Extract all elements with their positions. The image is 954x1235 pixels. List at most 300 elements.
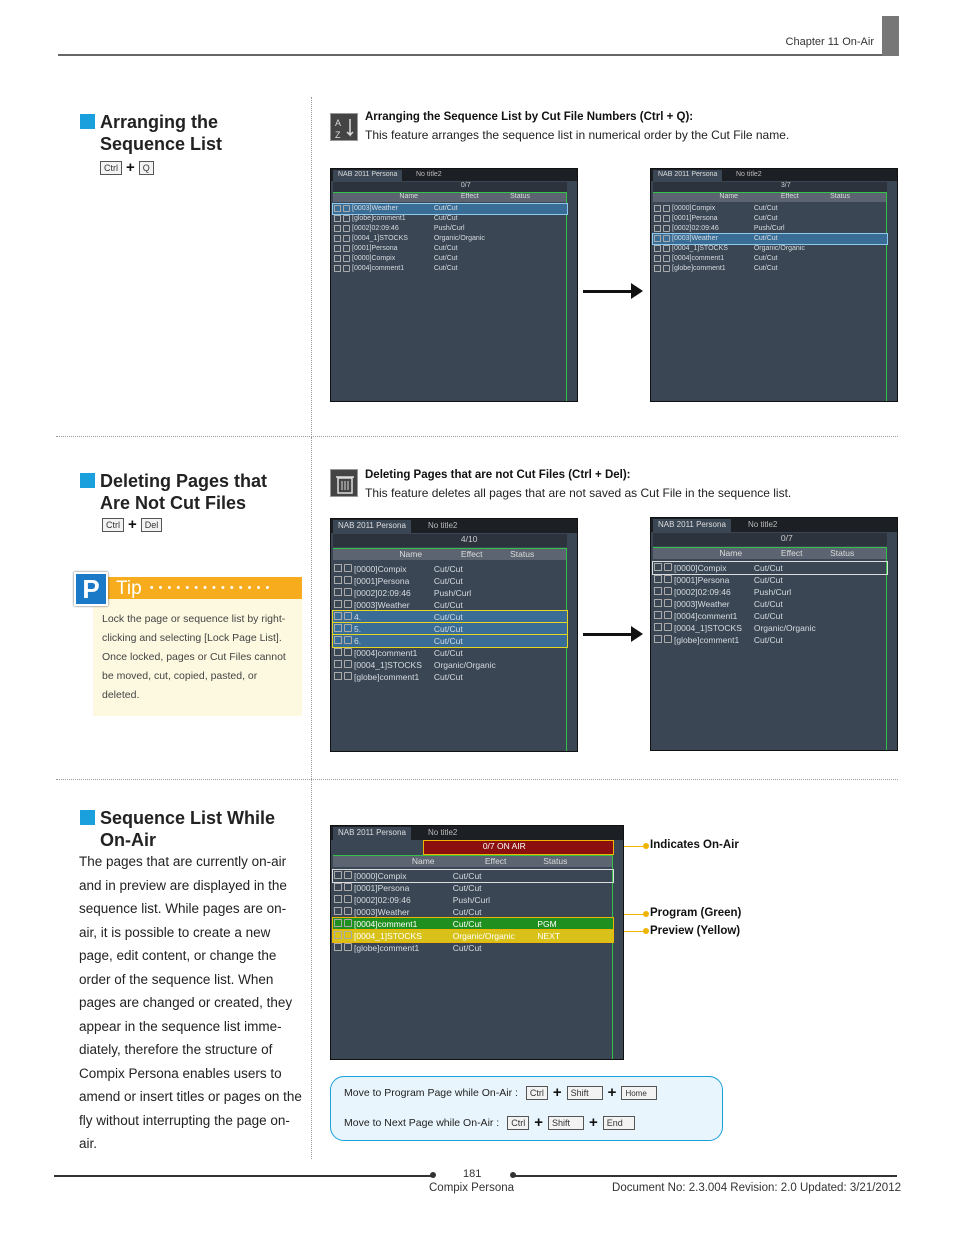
green-guide — [333, 548, 567, 549]
key-end: End — [603, 1116, 635, 1130]
row-name: [0004_1]STOCKS — [672, 245, 728, 252]
row-effect: Cut/Cut — [433, 624, 463, 634]
svg-text:Z: Z — [335, 130, 341, 140]
key-ctrl: Ctrl — [526, 1086, 548, 1100]
key-shift: Shift — [548, 1116, 584, 1130]
sequence-row — [653, 586, 887, 598]
page-type-icon — [334, 648, 342, 656]
column-divider — [311, 779, 312, 1159]
row-effect: Cut/Cut — [753, 635, 783, 645]
onair-description: The pages that are currently on-air and in preview are displayed in the sequence list. While pages are on-air, it is possible to create a new page, edit content, or change the order of the sequence list. When pages are changed or created, they appear in the sequence list imme-diately, therefore the structure of Compix Persona enables users to amend or insert titles or pages on the fly without interrupting the page on-air. — [79, 854, 302, 1151]
page-count: 4/10 — [460, 534, 478, 544]
cut-number-icon — [663, 235, 670, 242]
row-name: 5. — [354, 624, 362, 634]
page-type-icon — [334, 943, 342, 951]
feature-desc-delete: This feature deletes all pages that are not saved as Cut File in the sequence list. — [365, 486, 792, 500]
footer-dot — [430, 1172, 436, 1178]
page-type-icon — [654, 225, 661, 232]
cut-number-icon — [663, 205, 670, 212]
row-effect: Cut/Cut — [753, 215, 778, 222]
col-name: Name — [399, 549, 423, 559]
green-guide — [653, 192, 887, 193]
row-name: 4. — [354, 612, 362, 622]
page-count: 0/7 ON AIR — [482, 841, 526, 851]
sequence-rows — [333, 870, 613, 954]
cut-number-icon — [664, 575, 672, 583]
cut-number-icon — [343, 235, 350, 242]
feature-desc-arrange: This feature arranges the sequence list in numerical order by the Cut File name. — [365, 128, 790, 142]
footer-rule-right — [514, 1175, 897, 1177]
cut-number-icon — [344, 612, 352, 620]
cut-number-icon — [664, 611, 672, 619]
page-type-icon — [654, 587, 662, 595]
section-marker-icon — [80, 114, 95, 129]
page-type-icon — [334, 255, 341, 262]
col-effect: Effect — [484, 856, 507, 866]
sequence-row — [333, 254, 567, 264]
row-name: [0004]comment1 — [354, 919, 418, 929]
page-number: 181 — [463, 1168, 482, 1180]
row-status: PGM — [537, 919, 557, 929]
key-ctrl: Ctrl — [102, 518, 124, 532]
section-title-arranging: Arranging the Sequence List — [80, 111, 300, 155]
sequence-row — [333, 647, 567, 659]
tip-header: Tip • • • • • • • • • • • • • • — [108, 577, 302, 599]
green-guide — [333, 192, 567, 193]
svg-text:A: A — [335, 118, 342, 128]
green-guide — [333, 855, 613, 856]
cut-number-icon — [344, 588, 352, 596]
cut-number-icon — [344, 943, 352, 951]
page-type-icon — [654, 611, 662, 619]
page-type-icon — [334, 624, 342, 632]
delete-pages-icon — [330, 469, 358, 497]
header-tab-bar — [882, 16, 899, 56]
sequence-row — [333, 224, 567, 234]
page-type-icon — [334, 265, 341, 272]
sequence-row — [333, 244, 567, 254]
column-divider — [311, 437, 312, 779]
row-name: [0003]Weather — [674, 599, 730, 609]
row-name: [0001]Persona — [674, 575, 730, 585]
tab-bar — [651, 169, 897, 181]
page-type-icon — [334, 883, 342, 891]
persona-logo-icon: P — [74, 572, 108, 606]
document-number: Document No: 2.3.004 Revision: 2.0 Updated: 3/21/2012 — [612, 1182, 901, 1194]
cut-number-icon — [664, 563, 672, 571]
sequence-row — [653, 610, 887, 622]
sequence-row — [333, 635, 567, 647]
page-type-icon — [334, 245, 341, 252]
sequence-toolbar — [653, 182, 887, 192]
page-type-icon — [654, 215, 661, 222]
key-shift: Shift — [567, 1086, 603, 1100]
row-effect: Cut/Cut — [433, 245, 458, 252]
row-effect: Cut/Cut — [753, 611, 783, 621]
col-name: Name — [411, 856, 435, 866]
page-type-icon — [334, 576, 342, 584]
row-effect: Cut/Cut — [433, 564, 463, 574]
key-q: Q — [139, 161, 154, 175]
tab-bar — [331, 169, 577, 181]
sequence-row — [653, 574, 887, 586]
row-name: [0004_1]STOCKS — [354, 660, 422, 670]
sequence-row — [333, 264, 567, 274]
sequence-list-onair — [330, 825, 624, 1060]
callout-dot — [643, 843, 649, 849]
sequence-row — [653, 224, 887, 234]
sequence-list-after-delete — [650, 517, 898, 751]
sequence-row — [333, 234, 567, 244]
callout-dot — [643, 928, 649, 934]
row-name: [0004_1]STOCKS — [354, 931, 422, 941]
page-type-icon — [334, 895, 342, 903]
feature-title-arrange: Arranging the Sequence List by Cut File Numbers (Ctrl + Q): — [365, 111, 694, 123]
row-name: [0004]comment1 — [672, 255, 725, 262]
sequence-row — [333, 204, 567, 214]
arrow-right-icon — [583, 633, 633, 636]
row-effect: Organic/Organic — [433, 660, 496, 670]
sequence-row — [333, 623, 567, 635]
sequence-row — [653, 254, 887, 264]
key-del: Del — [141, 518, 163, 532]
page-count: 0/7 — [780, 533, 793, 543]
sequence-row — [333, 563, 567, 575]
page-type-icon — [334, 672, 342, 680]
page-type-icon — [334, 612, 342, 620]
sequence-toolbar — [424, 841, 613, 854]
row-effect: Push/Curl — [433, 225, 465, 232]
cut-number-icon — [664, 599, 672, 607]
section-marker-icon — [80, 810, 95, 825]
cut-number-icon — [663, 245, 670, 252]
sequence-list-after-sort — [650, 168, 898, 402]
tab-no-title2: No title2 — [428, 828, 458, 837]
page-type-icon — [654, 563, 662, 571]
column-header — [333, 193, 567, 202]
sequence-row — [333, 611, 567, 623]
page-count: 3/7 — [780, 182, 791, 189]
footer-rule-left — [54, 1175, 432, 1177]
col-effect: Effect — [780, 548, 803, 558]
sequence-row — [333, 894, 613, 906]
feature-title-delete: Deleting Pages that are not Cut Files (Ctrl + Del): — [365, 469, 631, 481]
sequence-row — [653, 598, 887, 610]
row-effect: Cut/Cut — [452, 919, 482, 929]
section-marker-icon — [80, 473, 95, 488]
row-name: [0003]Weather — [352, 205, 398, 212]
sequence-row — [653, 562, 887, 574]
row-name: [0002]02:09:46 — [354, 588, 411, 598]
shortcut-label: Move to Next Page while On-Air : — [344, 1117, 500, 1129]
column-divider — [311, 97, 312, 437]
page-type-icon — [334, 205, 341, 212]
row-effect: Cut/Cut — [452, 907, 482, 917]
row-name: [0000]Compix — [674, 563, 727, 573]
col-status: Status — [830, 193, 850, 200]
cut-number-icon — [344, 564, 352, 572]
cut-number-icon — [343, 225, 350, 232]
key-home: Home — [621, 1086, 657, 1100]
cut-number-icon — [344, 883, 352, 891]
sequence-rows — [333, 204, 567, 274]
tab-bar — [331, 826, 623, 840]
row-effect: Cut/Cut — [753, 265, 778, 272]
row-effect: Cut/Cut — [753, 255, 778, 262]
sequence-list-before-delete — [330, 518, 578, 752]
callout-program: Program (Green) — [650, 907, 742, 919]
row-name: [0004]comment1 — [352, 265, 405, 272]
row-name: [globe]comment1 — [352, 215, 406, 222]
sequence-row — [333, 575, 567, 587]
column-header — [333, 856, 613, 867]
row-status: NEXT — [537, 931, 561, 941]
key-ctrl: Ctrl — [100, 161, 122, 175]
sequence-row — [653, 244, 887, 254]
row-name: [0004_1]STOCKS — [674, 623, 742, 633]
sequence-row — [653, 204, 887, 214]
row-effect: Cut/Cut — [433, 576, 463, 586]
row-effect: Cut/Cut — [433, 612, 463, 622]
sequence-rows — [333, 563, 567, 683]
shortcut-delete: Ctrl + Del — [102, 518, 162, 532]
cut-number-icon — [663, 215, 670, 222]
page-type-icon — [654, 245, 661, 252]
row-name: [0001]Persona — [354, 576, 410, 586]
sequence-row — [333, 870, 613, 882]
callout-preview: Preview (Yellow) — [650, 925, 741, 937]
cut-number-icon — [344, 648, 352, 656]
key-ctrl: Ctrl — [507, 1116, 529, 1130]
cut-number-icon — [344, 576, 352, 584]
row-effect: Cut/Cut — [433, 205, 458, 212]
row-name: [0001]Persona — [354, 883, 410, 893]
page-type-icon — [334, 919, 342, 927]
column-header — [653, 193, 887, 202]
tab-bar — [331, 519, 577, 533]
row-effect: Cut/Cut — [452, 871, 482, 881]
cut-number-icon — [663, 225, 670, 232]
row-name: 6. — [354, 636, 362, 646]
sequence-row — [333, 882, 613, 894]
section-title-onair: Sequence List While On-Air — [80, 807, 300, 851]
row-name: [globe]comment1 — [354, 672, 420, 682]
col-effect: Effect — [460, 549, 483, 559]
row-effect: Push/Curl — [452, 895, 491, 905]
onair-shortcuts-box — [330, 1076, 723, 1141]
row-name: [0004]comment1 — [674, 611, 738, 621]
callout-onair: Indicates On-Air — [650, 839, 739, 851]
cut-number-icon — [343, 245, 350, 252]
row-effect: Cut/Cut — [452, 883, 482, 893]
row-effect: Organic/Organic — [452, 931, 515, 941]
col-name: Name — [719, 548, 743, 558]
row-name: [0000]Compix — [354, 564, 407, 574]
row-name: [0002]02:09:46 — [352, 225, 399, 232]
tip-text: Lock the page or sequence list by right-clicking and selecting [Lock Page List]. Once locked, pages or Cut Files cannot be moved, cut, copied, pasted, or deleted. — [102, 613, 286, 701]
col-status: Status — [510, 549, 535, 559]
tab-persona: NAB 2011 Persona — [333, 827, 411, 840]
page-type-icon — [334, 636, 342, 644]
product-name: Compix Persona — [429, 1182, 515, 1194]
cut-number-icon — [344, 907, 352, 915]
page-type-icon — [654, 575, 662, 583]
page-type-icon — [654, 599, 662, 607]
sequence-rows — [653, 204, 887, 274]
col-effect: Effect — [780, 193, 799, 200]
header-rule — [58, 54, 884, 56]
tab-persona: NAB 2011 Persona — [653, 519, 731, 532]
row-effect: Organic/Organic — [753, 623, 816, 633]
row-name: [globe]comment1 — [674, 635, 740, 645]
page-type-icon — [654, 623, 662, 631]
row-effect: Cut/Cut — [433, 255, 458, 262]
cut-number-icon — [344, 672, 352, 680]
cut-number-icon — [343, 265, 350, 272]
sequence-toolbar — [333, 534, 567, 547]
page-type-icon — [334, 215, 341, 222]
page-type-icon — [334, 931, 342, 939]
row-effect: Push/Curl — [753, 225, 785, 232]
sequence-row — [333, 214, 567, 224]
row-name: [globe]comment1 — [672, 265, 726, 272]
sequence-row — [653, 234, 887, 244]
row-effect: Cut/Cut — [452, 943, 482, 953]
cut-number-icon — [344, 636, 352, 644]
row-name: [0000]Compix — [354, 871, 407, 881]
sequence-row — [653, 622, 887, 634]
cut-number-icon — [663, 265, 670, 272]
sequence-row — [333, 671, 567, 683]
section-divider — [56, 436, 898, 437]
row-name: [0004]comment1 — [354, 648, 418, 658]
row-effect: Cut/Cut — [433, 265, 458, 272]
sequence-rows — [653, 562, 887, 646]
sequence-row — [333, 906, 613, 918]
col-status: Status — [543, 856, 568, 866]
chapter-label: Chapter 11 On-Air — [785, 36, 874, 48]
page-type-icon — [334, 225, 341, 232]
row-effect: Organic/Organic — [753, 245, 805, 252]
cut-number-icon — [344, 600, 352, 608]
row-effect: Push/Curl — [753, 587, 792, 597]
cut-number-icon — [344, 895, 352, 903]
cut-number-icon — [343, 215, 350, 222]
col-name: Name — [399, 193, 419, 200]
col-effect: Effect — [460, 193, 479, 200]
sequence-row — [333, 587, 567, 599]
green-guide — [653, 547, 887, 548]
tab-persona: NAB 2011 Persona — [333, 170, 402, 181]
column-header — [653, 548, 887, 559]
page-type-icon — [334, 564, 342, 572]
cut-number-icon — [343, 255, 350, 262]
sequence-row — [653, 634, 887, 646]
page-type-icon — [654, 635, 662, 643]
row-effect: Organic/Organic — [433, 235, 485, 242]
row-name: [0000]Compix — [672, 205, 716, 212]
row-name: [0004_1]STOCKS — [352, 235, 408, 242]
row-name: [0002]02:09:46 — [354, 895, 411, 905]
page-type-icon — [654, 205, 661, 212]
shortcut-program-page: Move to Program Page while On-Air : Ctrl + Shift + Home — [344, 1086, 657, 1100]
row-name: [0003]Weather — [354, 600, 410, 610]
col-status: Status — [510, 193, 530, 200]
row-effect: Cut/Cut — [433, 600, 463, 610]
callout-dot — [643, 911, 649, 917]
cut-number-icon — [344, 931, 352, 939]
shortcut-label: Move to Program Page while On-Air : — [344, 1087, 518, 1099]
row-name: [0002]02:09:46 — [672, 225, 719, 232]
page-count: 0/7 — [460, 182, 471, 189]
column-header — [333, 549, 567, 560]
row-effect: Cut/Cut — [433, 636, 463, 646]
sequence-row — [333, 942, 613, 954]
page-type-icon — [334, 660, 342, 668]
page-type-icon — [334, 235, 341, 242]
cut-number-icon — [664, 587, 672, 595]
sequence-list-before-sort — [330, 168, 578, 402]
page-type-icon — [654, 255, 661, 262]
shortcut-next-page: Move to Next Page while On-Air : Ctrl + Shift + End — [344, 1116, 635, 1130]
section-divider — [56, 779, 898, 780]
cut-number-icon — [664, 635, 672, 643]
tab-bar — [651, 518, 897, 532]
tab-no-title2: No title2 — [748, 520, 778, 529]
col-name: Name — [719, 193, 739, 200]
tab-persona: NAB 2011 Persona — [653, 170, 722, 181]
row-name: [0003]Weather — [672, 235, 718, 242]
cut-number-icon — [344, 660, 352, 668]
row-effect: Cut/Cut — [433, 672, 463, 682]
row-effect: Cut/Cut — [753, 563, 783, 573]
tab-no-title2: No title2 — [416, 171, 442, 178]
tab-no-title2: No title2 — [428, 521, 458, 530]
sequence-row — [333, 659, 567, 671]
cut-number-icon — [344, 919, 352, 927]
sequence-row — [333, 918, 613, 930]
cut-number-icon — [343, 205, 350, 212]
sequence-row — [333, 599, 567, 611]
col-status: Status — [830, 548, 855, 558]
sequence-row — [653, 264, 887, 274]
sequence-row — [653, 214, 887, 224]
page-type-icon — [654, 265, 661, 272]
page-type-icon — [654, 235, 661, 242]
page-type-icon — [334, 588, 342, 596]
tab-no-title2: No title2 — [736, 171, 762, 178]
page-type-icon — [334, 600, 342, 608]
sort-az-icon — [330, 113, 358, 141]
row-name: [0001]Persona — [352, 245, 398, 252]
row-effect: Cut/Cut — [753, 235, 778, 242]
row-name: [globe]comment1 — [354, 943, 420, 953]
row-effect: Cut/Cut — [753, 599, 783, 609]
row-name: [0001]Persona — [672, 215, 718, 222]
row-effect: Cut/Cut — [753, 575, 783, 585]
row-name: [0000]Compix — [352, 255, 396, 262]
page-type-icon — [334, 871, 342, 879]
row-effect: Cut/Cut — [433, 648, 463, 658]
arrow-right-icon — [583, 290, 633, 293]
cut-number-icon — [344, 624, 352, 632]
sequence-toolbar — [333, 182, 567, 192]
row-effect: Cut/Cut — [433, 215, 458, 222]
sequence-toolbar — [653, 533, 887, 546]
row-effect: Cut/Cut — [753, 205, 778, 212]
row-name: [0003]Weather — [354, 907, 410, 917]
cut-number-icon — [664, 623, 672, 631]
